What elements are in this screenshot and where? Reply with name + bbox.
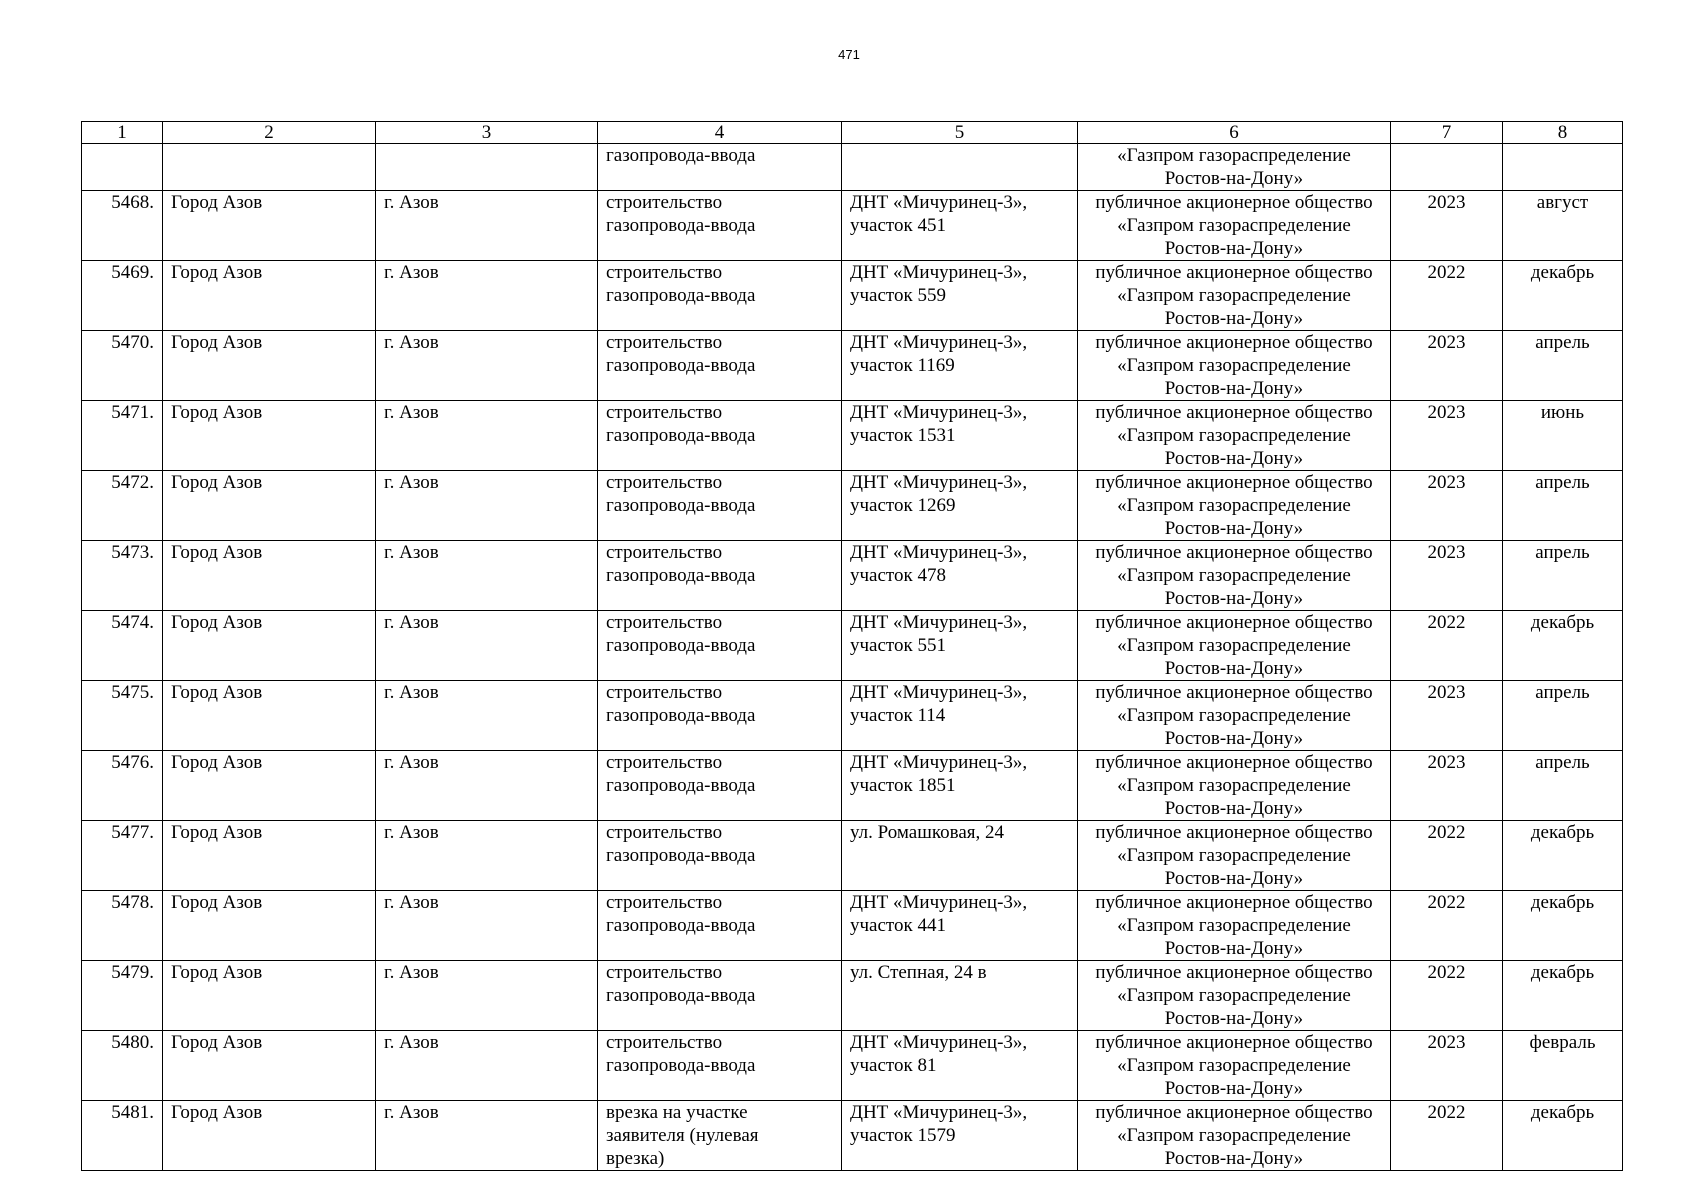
cell-month: апрель <box>1503 681 1623 751</box>
cell-organization: публичное акционерное общество «Газпром газораспределение Ростов-на-Дону» <box>1078 471 1391 541</box>
column-header-5: 5 <box>842 122 1078 144</box>
table-row <box>82 471 1623 541</box>
cell-address: ДНТ «Мичуринец-3», участок 1169 <box>842 331 1078 401</box>
cell-municipality: Город Азов <box>163 261 376 331</box>
cell-organization: публичное акционерное общество «Газпром газораспределение Ростов-на-Дону» <box>1078 331 1391 401</box>
table-row <box>82 1031 1623 1101</box>
cell-number: 5477. <box>82 821 163 891</box>
cell-month: февраль <box>1503 1031 1623 1101</box>
cell-organization: публичное акционерное общество «Газпром газораспределение Ростов-на-Дону» <box>1078 681 1391 751</box>
cell-settlement: г. Азов <box>376 1031 598 1101</box>
cell-number <box>82 144 163 191</box>
cell-work: врезка на участке заявителя (нулевая врезка) <box>598 1101 842 1171</box>
cell-number: 5480. <box>82 1031 163 1101</box>
cell-organization: публичное акционерное общество «Газпром газораспределение Ростов-на-Дону» <box>1078 961 1391 1031</box>
cell-month: апрель <box>1503 471 1623 541</box>
page-number: 471 <box>838 47 860 62</box>
cell-municipality: Город Азов <box>163 751 376 821</box>
table-row <box>82 1101 1623 1171</box>
cell-address: ДНТ «Мичуринец-3», участок 551 <box>842 611 1078 681</box>
cell-month: апрель <box>1503 541 1623 611</box>
cell-number: 5470. <box>82 331 163 401</box>
cell-month: декабрь <box>1503 891 1623 961</box>
table-row <box>82 891 1623 961</box>
cell-month: апрель <box>1503 331 1623 401</box>
cell-year: 2023 <box>1391 541 1503 611</box>
cell-year: 2022 <box>1391 891 1503 961</box>
cell-settlement: г. Азов <box>376 261 598 331</box>
cell-month: декабрь <box>1503 611 1623 681</box>
cell-settlement: г. Азов <box>376 751 598 821</box>
cell-organization: «Газпром газораспределение Ростов-на-Дону» <box>1078 144 1391 191</box>
table-row <box>82 541 1623 611</box>
cell-number: 5469. <box>82 261 163 331</box>
cell-year: 2023 <box>1391 751 1503 821</box>
column-header-1: 1 <box>82 122 163 144</box>
cell-work: строительство газопровода-ввода <box>598 1031 842 1101</box>
cell-year: 2023 <box>1391 191 1503 261</box>
cell-year: 2023 <box>1391 1031 1503 1101</box>
cell-work: строительство газопровода-ввода <box>598 751 842 821</box>
cell-month: декабрь <box>1503 1101 1623 1171</box>
cell-settlement: г. Азов <box>376 401 598 471</box>
cell-month: июнь <box>1503 401 1623 471</box>
cell-year: 2022 <box>1391 261 1503 331</box>
cell-organization: публичное акционерное общество «Газпром газораспределение Ростов-на-Дону» <box>1078 261 1391 331</box>
cell-settlement: г. Азов <box>376 681 598 751</box>
cell-settlement: г. Азов <box>376 471 598 541</box>
cell-municipality: Город Азов <box>163 681 376 751</box>
cell-address: ул. Ромашковая, 24 <box>842 821 1078 891</box>
cell-settlement <box>376 144 598 191</box>
cell-municipality: Город Азов <box>163 541 376 611</box>
cell-work: строительство газопровода-ввода <box>598 191 842 261</box>
cell-number: 5476. <box>82 751 163 821</box>
table-row <box>82 681 1623 751</box>
cell-address: ДНТ «Мичуринец-3», участок 478 <box>842 541 1078 611</box>
cell-organization: публичное акционерное общество «Газпром газораспределение Ростов-на-Дону» <box>1078 1101 1391 1171</box>
cell-number: 5475. <box>82 681 163 751</box>
table-row <box>82 401 1623 471</box>
table-row <box>82 961 1623 1031</box>
cell-work: газопровода-ввода <box>598 144 842 191</box>
column-header-4: 4 <box>598 122 842 144</box>
cell-municipality: Город Азов <box>163 331 376 401</box>
cell-number: 5472. <box>82 471 163 541</box>
cell-address: ДНТ «Мичуринец-3», участок 1269 <box>842 471 1078 541</box>
cell-work: строительство газопровода-ввода <box>598 261 842 331</box>
cell-work: строительство газопровода-ввода <box>598 821 842 891</box>
cell-work: строительство газопровода-ввода <box>598 891 842 961</box>
table-row <box>82 261 1623 331</box>
cell-year: 2022 <box>1391 961 1503 1031</box>
cell-work: строительство газопровода-ввода <box>598 471 842 541</box>
cell-municipality <box>163 144 376 191</box>
cell-address: ДНТ «Мичуринец-3», участок 114 <box>842 681 1078 751</box>
cell-municipality: Город Азов <box>163 961 376 1031</box>
cell-organization: публичное акционерное общество «Газпром газораспределение Ростов-на-Дону» <box>1078 191 1391 261</box>
cell-number: 5474. <box>82 611 163 681</box>
cell-address: ул. Степная, 24 в <box>842 961 1078 1031</box>
cell-organization: публичное акционерное общество «Газпром газораспределение Ростов-на-Дону» <box>1078 891 1391 961</box>
cell-organization: публичное акционерное общество «Газпром газораспределение Ростов-на-Дону» <box>1078 751 1391 821</box>
column-header-3: 3 <box>376 122 598 144</box>
cell-organization: публичное акционерное общество «Газпром газораспределение Ростов-на-Дону» <box>1078 611 1391 681</box>
cell-municipality: Город Азов <box>163 891 376 961</box>
cell-address: ДНТ «Мичуринец-3», участок 441 <box>842 891 1078 961</box>
cell-settlement: г. Азов <box>376 891 598 961</box>
cell-work: строительство газопровода-ввода <box>598 331 842 401</box>
cell-municipality: Город Азов <box>163 1031 376 1101</box>
cell-settlement: г. Азов <box>376 191 598 261</box>
cell-month: апрель <box>1503 751 1623 821</box>
cell-year: 2023 <box>1391 681 1503 751</box>
cell-month: декабрь <box>1503 821 1623 891</box>
cell-year: 2023 <box>1391 471 1503 541</box>
cell-number: 5471. <box>82 401 163 471</box>
header-row <box>82 122 1623 144</box>
column-header-2: 2 <box>163 122 376 144</box>
cell-year: 2022 <box>1391 1101 1503 1171</box>
cell-work: строительство газопровода-ввода <box>598 611 842 681</box>
cell-municipality: Город Азов <box>163 471 376 541</box>
cell-settlement: г. Азов <box>376 541 598 611</box>
cell-number: 5481. <box>82 1101 163 1171</box>
table-row <box>82 611 1623 681</box>
cell-settlement: г. Азов <box>376 821 598 891</box>
cell-number: 5479. <box>82 961 163 1031</box>
cell-settlement: г. Азов <box>376 961 598 1031</box>
cell-address: ДНТ «Мичуринец-3», участок 1851 <box>842 751 1078 821</box>
cell-municipality: Город Азов <box>163 821 376 891</box>
cell-year <box>1391 144 1503 191</box>
cell-month: декабрь <box>1503 261 1623 331</box>
column-header-6: 6 <box>1078 122 1391 144</box>
cell-year: 2023 <box>1391 401 1503 471</box>
cell-address: ДНТ «Мичуринец-3», участок 1579 <box>842 1101 1078 1171</box>
cell-settlement: г. Азов <box>376 1101 598 1171</box>
cell-settlement: г. Азов <box>376 611 598 681</box>
document-table <box>81 121 1623 1171</box>
cell-month: декабрь <box>1503 961 1623 1031</box>
cell-address: ДНТ «Мичуринец-3», участок 81 <box>842 1031 1078 1101</box>
cell-municipality: Город Азов <box>163 401 376 471</box>
table-row <box>82 331 1623 401</box>
cell-number: 5468. <box>82 191 163 261</box>
cell-year: 2022 <box>1391 611 1503 681</box>
cell-organization: публичное акционерное общество «Газпром газораспределение Ростов-на-Дону» <box>1078 541 1391 611</box>
table-row <box>82 821 1623 891</box>
cell-number: 5473. <box>82 541 163 611</box>
cell-municipality: Город Азов <box>163 1101 376 1171</box>
column-header-7: 7 <box>1391 122 1503 144</box>
cell-month: август <box>1503 191 1623 261</box>
cell-month <box>1503 144 1623 191</box>
cell-municipality: Город Азов <box>163 191 376 261</box>
cell-year: 2022 <box>1391 821 1503 891</box>
cell-work: строительство газопровода-ввода <box>598 401 842 471</box>
cell-work: строительство газопровода-ввода <box>598 541 842 611</box>
table-row <box>82 191 1623 261</box>
cell-number: 5478. <box>82 891 163 961</box>
cell-year: 2023 <box>1391 331 1503 401</box>
cell-organization: публичное акционерное общество «Газпром газораспределение Ростов-на-Дону» <box>1078 401 1391 471</box>
cell-work: строительство газопровода-ввода <box>598 681 842 751</box>
continuation-row <box>82 144 1623 191</box>
cell-settlement: г. Азов <box>376 331 598 401</box>
cell-address <box>842 144 1078 191</box>
cell-organization: публичное акционерное общество «Газпром газораспределение Ростов-на-Дону» <box>1078 821 1391 891</box>
cell-address: ДНТ «Мичуринец-3», участок 1531 <box>842 401 1078 471</box>
cell-municipality: Город Азов <box>163 611 376 681</box>
cell-work: строительство газопровода-ввода <box>598 961 842 1031</box>
cell-organization: публичное акционерное общество «Газпром газораспределение Ростов-на-Дону» <box>1078 1031 1391 1101</box>
table-row <box>82 751 1623 821</box>
column-header-8: 8 <box>1503 122 1623 144</box>
cell-address: ДНТ «Мичуринец-3», участок 559 <box>842 261 1078 331</box>
cell-address: ДНТ «Мичуринец-3», участок 451 <box>842 191 1078 261</box>
